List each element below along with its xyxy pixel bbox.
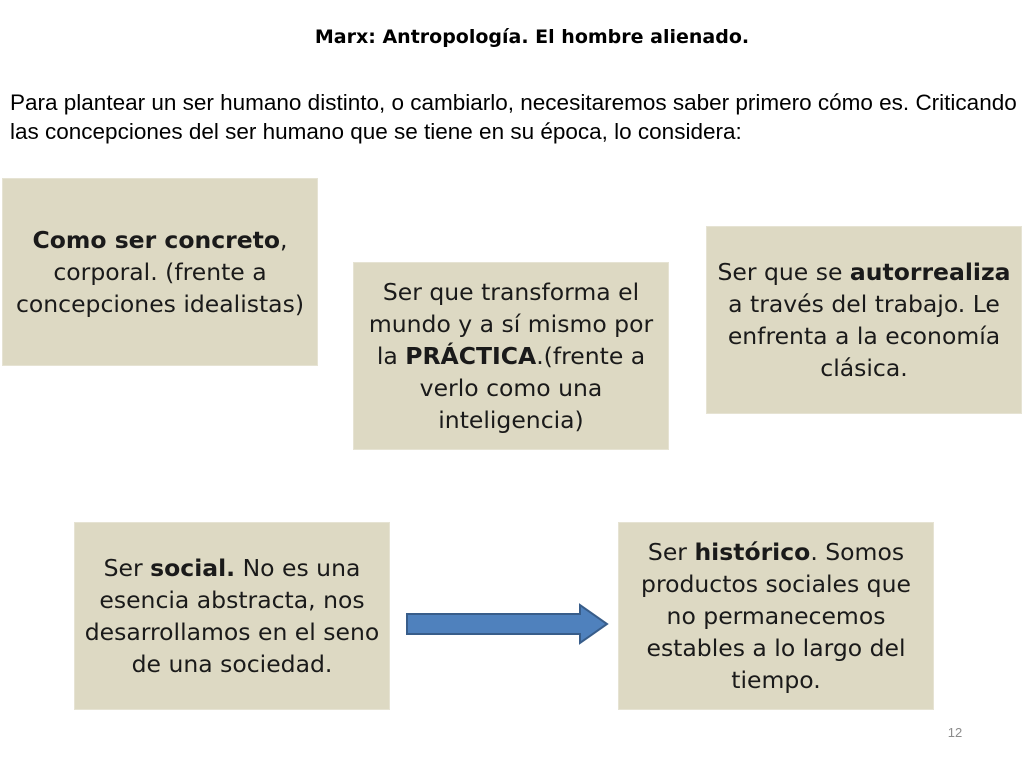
box-text-before: Ser [103, 554, 151, 582]
box-text-after: , corporal. (frente a concepciones idealistas) [15, 226, 304, 318]
box-text-bold: Como ser concreto [32, 226, 281, 254]
box-text-after: No es una esencia abstracta, nos desarrollamos en el seno de una sociedad. [84, 554, 380, 678]
concept-box-concrete [2, 178, 318, 366]
box-text-after: .(frente a verlo como una inteligencia) [419, 342, 646, 434]
box-text-bold: social. [150, 554, 236, 582]
box-text-before: Ser [647, 538, 695, 566]
right-arrow-icon [404, 603, 610, 645]
box-text-after: . Somos productos sociales que no permanecemos estables a lo largo del tiempo. [641, 538, 911, 694]
concept-box-text [714, 256, 1014, 384]
concept-box-text [361, 276, 661, 436]
concept-box-text [82, 552, 382, 680]
concept-box-text [626, 536, 926, 696]
concept-box-historical [618, 522, 934, 710]
concept-box-text [10, 224, 310, 320]
concept-box-practice [353, 262, 669, 450]
box-text-after: a través del trabajo. Le enfrenta a la economía clásica. [727, 290, 1001, 382]
arrow-shape [407, 605, 607, 643]
intro-paragraph: Para plantear un ser humano distinto, o cambiarlo, necesitaremos saber primero cómo es. Criticando las concepciones del ser humano que se tiene en su época, lo considera: [10, 90, 1017, 144]
box-text-before: Ser que se [717, 258, 850, 286]
page-number: 12 [947, 725, 963, 740]
box-text-bold: PRÁCTICA [405, 342, 537, 370]
box-text-bold: histórico [694, 538, 811, 566]
box-text-before: Ser que transforma el mundo y a sí mismo por la [368, 278, 654, 370]
concept-box-social [74, 522, 390, 710]
box-text-bold: autorrealiza [849, 258, 1011, 286]
concept-box-self-realization [706, 226, 1022, 414]
slide-title: Marx: Antropología. El hombre alienado. [314, 26, 750, 48]
